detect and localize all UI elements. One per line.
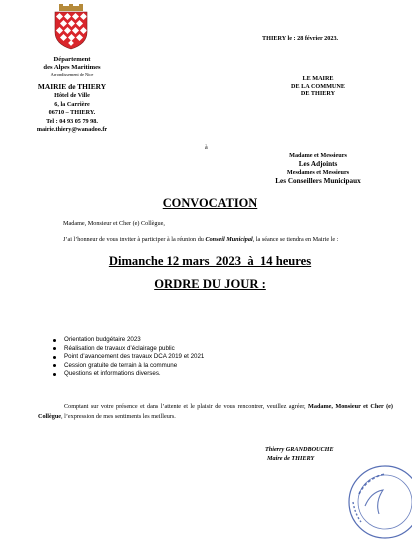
closing-text-2: , l’expression de mes sentiments les meilleurs.: [61, 413, 176, 420]
agenda-item: [37, 370, 337, 379]
salutation: Madame, Monsieur et Cher (e) Collègue,: [63, 220, 165, 227]
closing-paragraph: [38, 402, 393, 422]
street-address: 6, la Carrière: [54, 100, 90, 108]
signatory-role: Maire de THIERY: [267, 454, 315, 462]
agenda-item-text: Cession gratuite de terrain à la commune: [64, 361, 178, 369]
agenda-item: [37, 353, 337, 362]
sender-department: [22, 56, 122, 71]
recipient-line-1: Madame et Messieurs: [289, 152, 347, 159]
commune-crest-icon: [50, 4, 92, 50]
mairie-town: de THIERY: [66, 82, 107, 91]
agenda-item: [37, 336, 337, 345]
sender-address: [22, 92, 122, 135]
bullet-icon: [53, 373, 56, 376]
bullet-icon: [53, 356, 56, 359]
dept-line-2: des Alpes Maritimes: [43, 63, 101, 71]
bullet-icon: [53, 347, 56, 350]
intro-after: , la séance se tiendra en Mairie le :: [252, 236, 339, 243]
official-stamp-icon: [345, 462, 412, 542]
signatory-name: Thierry GRANDBOUCHE: [265, 446, 334, 453]
signature-block: [265, 446, 385, 463]
dept-line-1: Département: [53, 56, 91, 63]
closing-text-1: Comptant sur votre présence et dans l’attente et le plaisir de vous rencontrer, veuillez agréer,: [64, 403, 309, 410]
mairie-name: [22, 82, 122, 91]
agenda-item-text: Questions et informations diverses.: [64, 370, 161, 378]
email-address: mairie.thiery@wanadoo.fr: [36, 126, 108, 134]
hotel-de-ville: Hôtel de Ville: [54, 92, 90, 99]
agenda-item: [37, 345, 337, 354]
from-block: [263, 75, 373, 98]
from-line-2: DE LA COMMUNE: [291, 82, 345, 90]
to-word: à: [205, 144, 208, 151]
recipients-block: [263, 152, 373, 186]
letter-date: THIERY le : 28 février 2023.: [262, 35, 339, 42]
agenda-item: [37, 362, 337, 371]
from-line-3: DE THIERY: [300, 90, 336, 98]
meeting-date: Dimanche 12 mars 2023 à 14 heures: [108, 254, 312, 268]
bullet-icon: [53, 364, 56, 367]
intro-paragraph: [63, 236, 403, 243]
mairie-label: MAIRIE: [37, 82, 67, 91]
document-title: CONVOCATION: [162, 196, 258, 210]
agenda-title: ORDRE DU JOUR :: [154, 277, 266, 291]
agenda-list: [37, 336, 337, 379]
closing-addressee: Madame, Monsieur et Cher (e) Collègue: [38, 403, 393, 420]
intro-before: J’ai l’honneur de vous inviter à participer à la réunion du: [63, 236, 206, 243]
phone-number: Tel : 04 93 05 79 98.: [46, 117, 98, 125]
agenda-item-text: Orientation budgétaire 2023: [64, 336, 141, 343]
bullet-icon: [53, 339, 56, 342]
arrondissement: Arrondissement de Nice: [50, 72, 94, 77]
recipient-line-2: Les Adjoints: [298, 159, 338, 168]
postal-city: 06710 – THIERY.: [48, 109, 96, 117]
recipient-line-4: Les Conseillers Municipaux: [275, 176, 361, 185]
from-line-1: LE MAIRE: [302, 75, 334, 82]
agenda-item-text: Réalisation de travaux d’éclairage public: [64, 344, 175, 352]
intro-council: Conseil Municipal: [205, 236, 253, 243]
recipient-line-3: Mesdames et Messieurs: [286, 168, 350, 176]
agenda-item-text: Point d’avancement des travaux DCA 2019 et 2021: [64, 353, 205, 361]
